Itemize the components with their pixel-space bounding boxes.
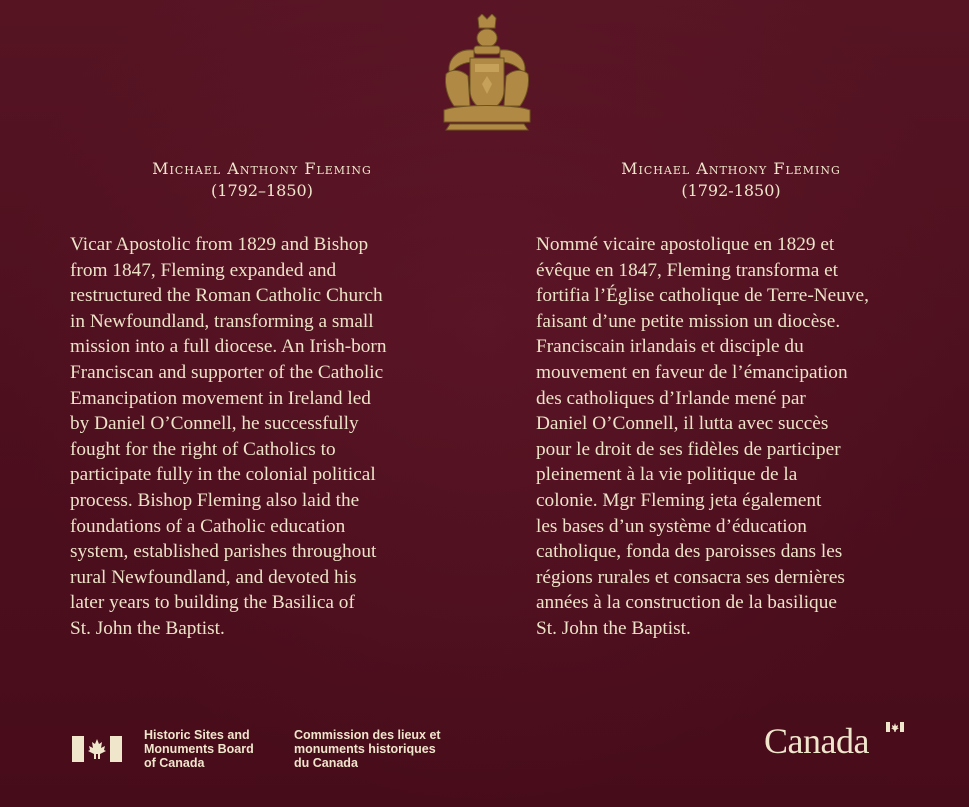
english-title: Michael Anthony Fleming — [152, 159, 372, 178]
wordmark-text: Canada — [764, 721, 869, 761]
text-line: années à la construction de la basilique — [536, 592, 837, 614]
text-line: by Daniel O’Connell, he successfully — [70, 413, 359, 435]
text-line: restructured the Roman Catholic Church — [70, 285, 383, 307]
agency-line: of Canada — [144, 756, 205, 770]
canada-flag-icon — [72, 736, 122, 762]
french-column — [536, 158, 926, 642]
text-line: régions rurales et consacra ses dernières — [536, 566, 845, 588]
text-line: faisant d’une petite mission un diocèse. — [536, 310, 841, 332]
agency-name-french — [294, 728, 474, 770]
english-column — [70, 158, 470, 642]
text-line: Daniel O’Connell, il lutta avec succès — [536, 413, 829, 435]
agency-line: Monuments Board — [144, 742, 254, 756]
text-line: process. Bishop Fleming also laid the — [70, 489, 360, 511]
text-line: rural Newfoundland, and devoted his — [70, 566, 357, 588]
agency-line: monuments historiques — [294, 742, 436, 756]
text-line: St. John the Baptist. — [536, 617, 691, 639]
agency-name-english — [144, 728, 284, 770]
wordmark-flag-icon — [886, 722, 904, 732]
text-line: from 1847, Fleming expanded and — [70, 259, 337, 281]
english-years: (1792–1850) — [211, 181, 313, 200]
text-line: Franciscain irlandais et disciple du — [536, 336, 804, 358]
text-line: fought for the right of Catholics to — [70, 438, 336, 460]
agency-line: du Canada — [294, 756, 358, 770]
text-line: des catholiques d’Irlande mené par — [536, 387, 806, 409]
french-body — [536, 232, 926, 642]
english-body — [70, 232, 470, 642]
canada-wordmark — [764, 720, 914, 762]
text-line: pour le droit de ses fidèles de participer — [536, 438, 841, 460]
text-line: Vicar Apostolic from 1829 and Bishop — [70, 234, 369, 255]
text-line: catholique, fonda des paroisses dans les — [536, 541, 843, 563]
french-years: (1792-1850) — [681, 181, 781, 200]
text-line: later years to building the Basilica of — [70, 592, 355, 614]
coat-of-arms-icon — [440, 14, 534, 132]
agency-line: Historic Sites and — [144, 728, 250, 742]
text-line: évêque en 1847, Fleming transforma et — [536, 259, 838, 281]
agency-line: Commission des lieux et — [294, 728, 441, 742]
text-line: system, established parishes throughout — [70, 541, 377, 563]
text-line: mouvement en faveur de l’émancipation — [536, 361, 848, 383]
text-line: in Newfoundland, transforming a small — [70, 310, 374, 332]
text-line: St. John the Baptist. — [70, 617, 225, 639]
text-line: participate fully in the colonial political — [70, 464, 376, 486]
text-line: mission into a full diocese. An Irish-born — [70, 336, 387, 358]
text-line: foundations of a Catholic education — [70, 515, 346, 537]
text-line: pleinement à la vie politique de la — [536, 464, 798, 486]
text-line: Franciscan and supporter of the Catholic — [70, 361, 384, 383]
text-line: Nommé vicaire apostolique en 1829 et — [536, 234, 835, 255]
text-line: les bases d’un système d’éducation — [536, 515, 807, 537]
text-line: fortifia l’Église catholique de Terre-Neuve, — [536, 285, 869, 307]
text-line: colonie. Mgr Fleming jeta également — [536, 489, 822, 511]
text-line: Emancipation movement in Ireland led — [70, 387, 371, 409]
french-title: Michael Anthony Fleming — [621, 159, 841, 178]
